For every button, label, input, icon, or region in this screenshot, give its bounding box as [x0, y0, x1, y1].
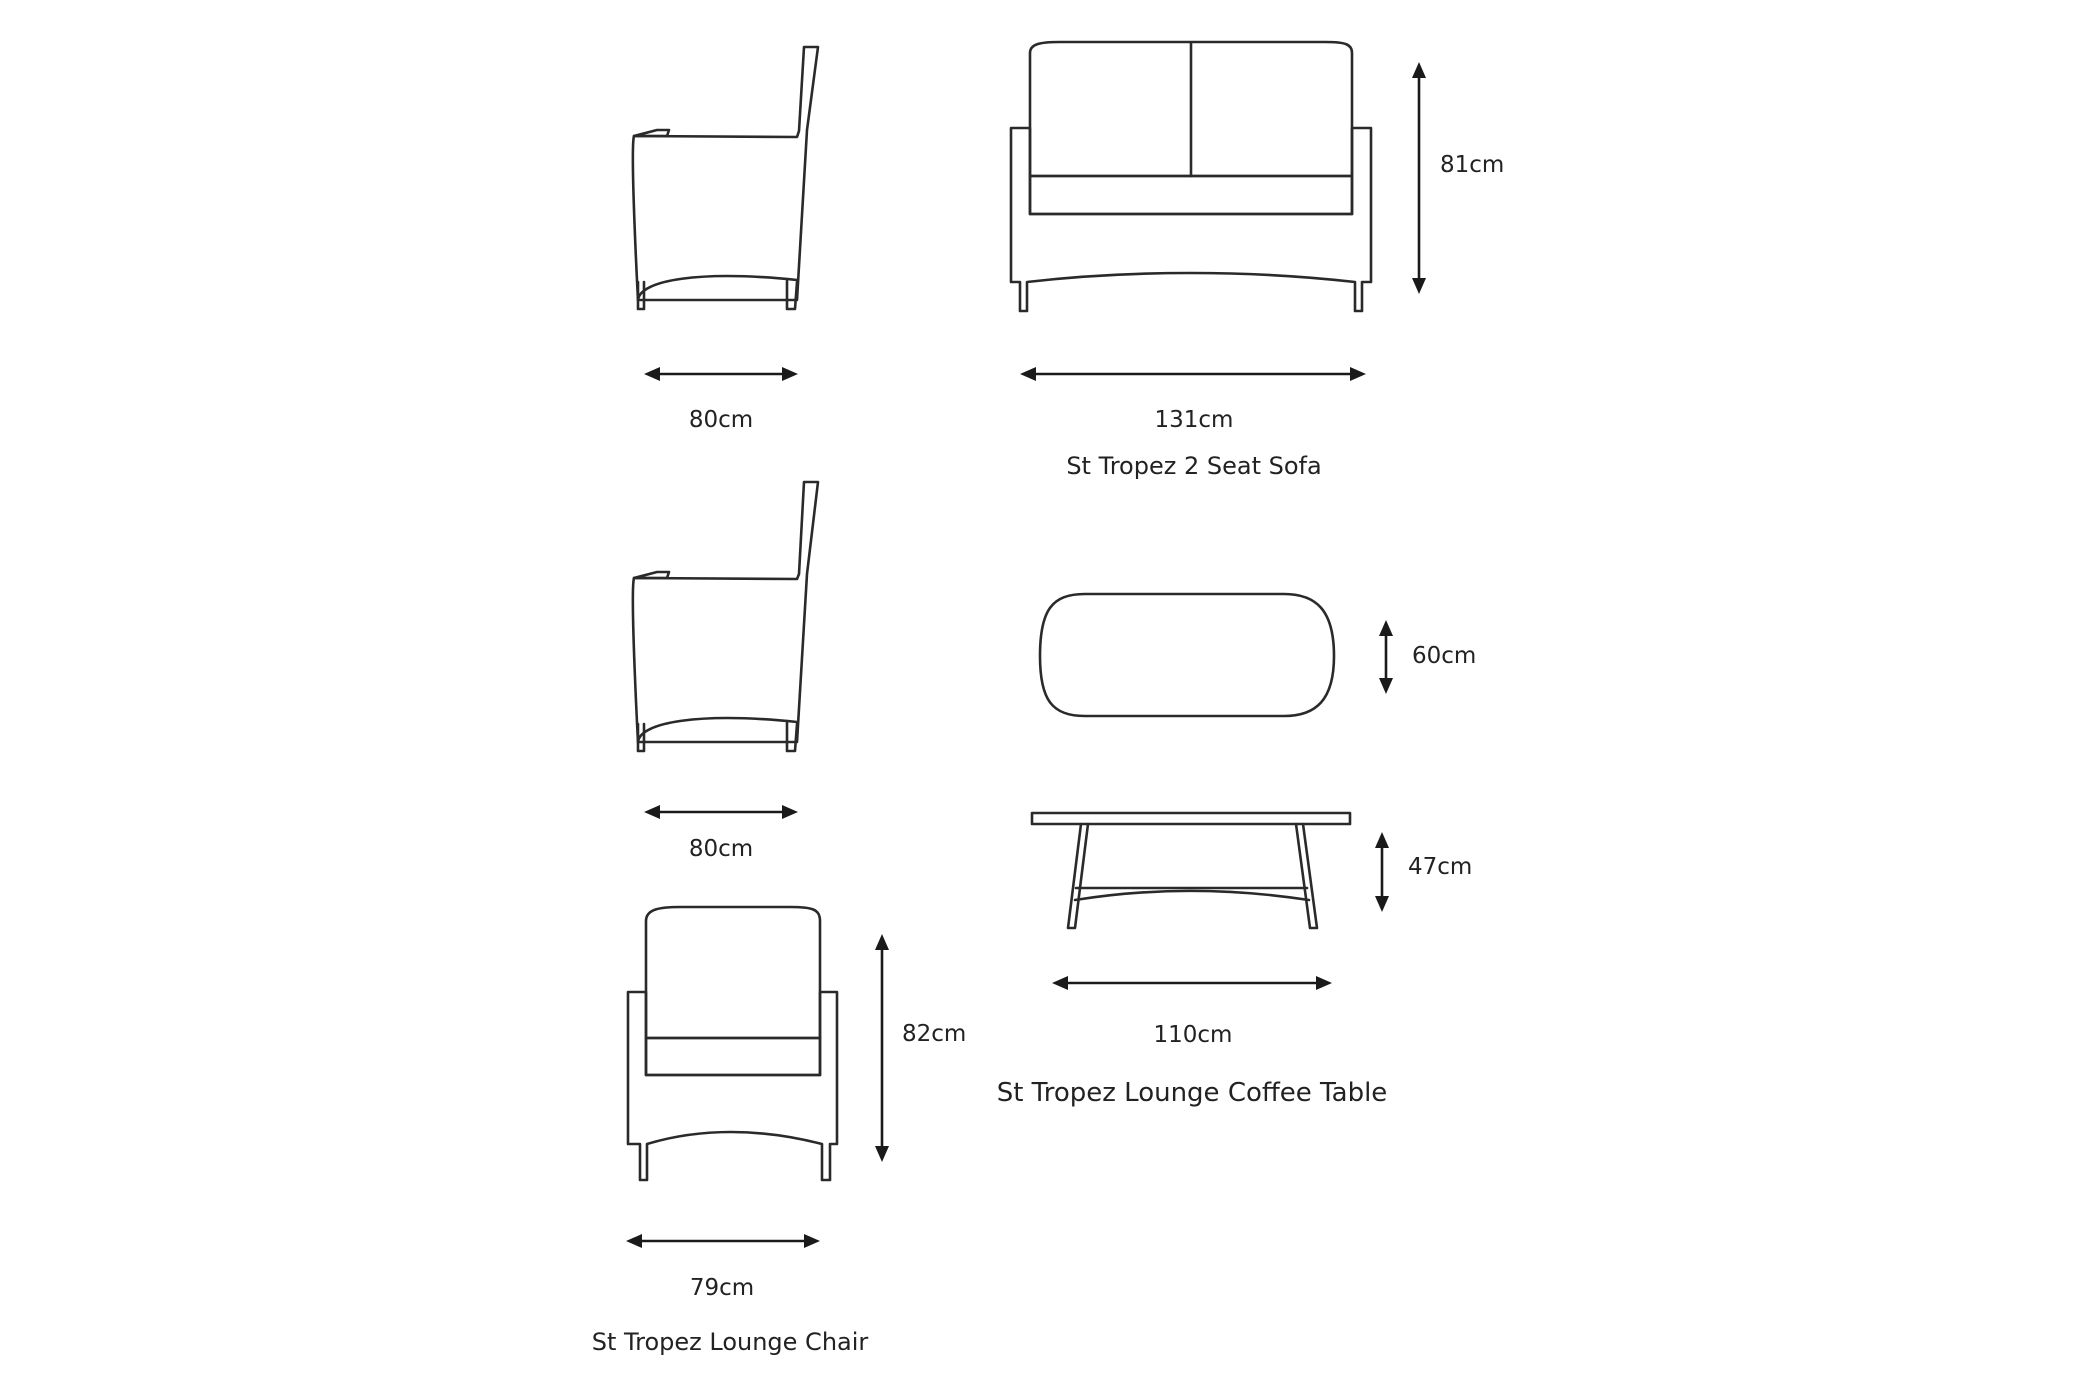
table-width-label: 110cm	[1153, 1022, 1233, 1048]
table-top-view	[1040, 594, 1334, 716]
sofa-front-view	[1011, 42, 1371, 311]
chair-top-depth-dimension	[644, 367, 798, 433]
table-side-view	[1032, 813, 1350, 928]
chair-middle-depth-dimension	[644, 805, 798, 862]
chair-side-view-top	[633, 47, 818, 309]
sofa-width-dimension	[1020, 367, 1366, 433]
sofa-caption: St Tropez 2 Seat Sofa	[1066, 452, 1322, 480]
lounge-chair-caption: St Tropez Lounge Chair	[591, 1328, 869, 1356]
lounge-chair-width-label: 79cm	[689, 1275, 755, 1301]
lounge-chair-height-dimension	[875, 934, 966, 1162]
sofa-height-dimension	[1412, 62, 1504, 294]
table-depth-dimension	[1379, 620, 1476, 694]
table-height-label: 47cm	[1408, 854, 1473, 880]
sofa-height-label: 81cm	[1440, 152, 1505, 178]
lounge-chair-height-label: 82cm	[902, 1021, 967, 1047]
chair-top-depth-label: 80cm	[688, 407, 754, 433]
chair-middle-depth-label: 80cm	[688, 836, 754, 862]
table-width-dimension	[1052, 976, 1332, 1048]
chair-side-view-middle	[633, 482, 818, 751]
table-height-dimension	[1375, 832, 1472, 912]
table-depth-label: 60cm	[1412, 643, 1477, 669]
lounge-chair-front-view	[628, 907, 837, 1180]
lounge-chair-width-dimension	[626, 1234, 820, 1301]
sofa-width-label: 131cm	[1154, 407, 1234, 433]
table-caption: St Tropez Lounge Coffee Table	[996, 1078, 1388, 1108]
